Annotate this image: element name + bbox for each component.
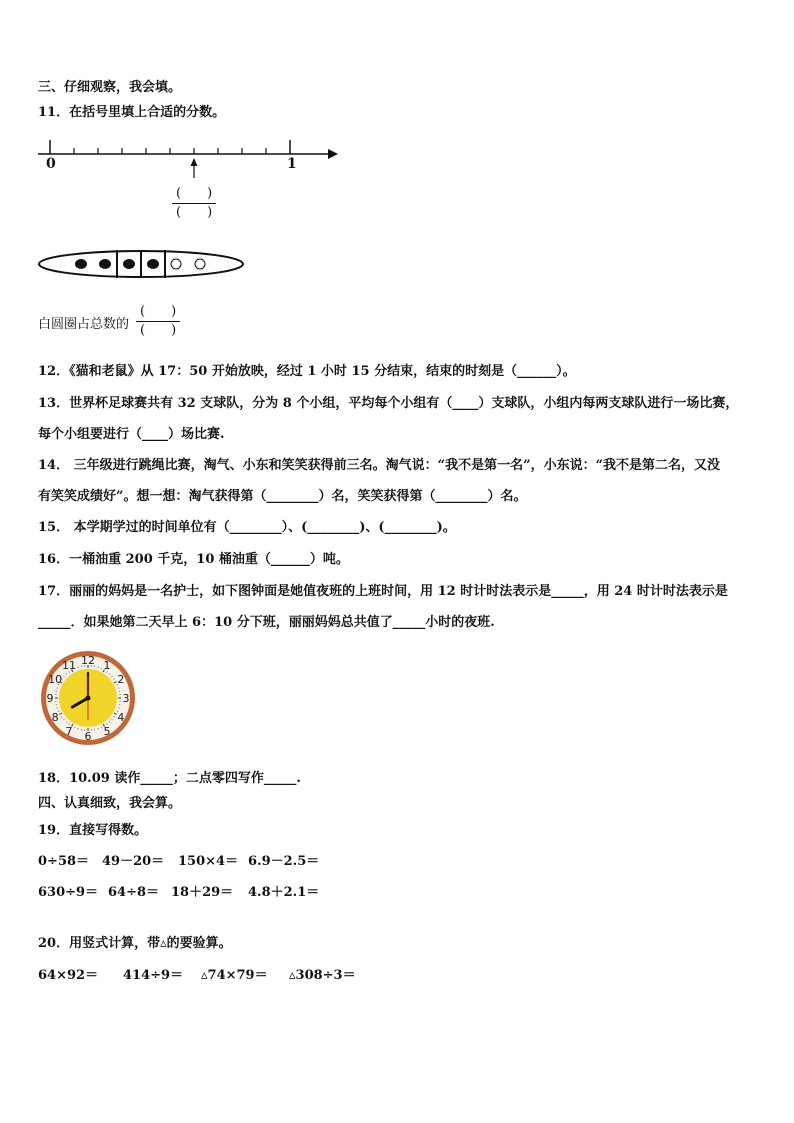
number-line-zero-label: 0 — [46, 156, 56, 172]
arrowhead-icon — [328, 149, 338, 159]
filled-circle — [99, 259, 111, 269]
calc-item: 6.9－2.5＝ — [248, 854, 320, 869]
white-circle-question: 白圆圈占总数的 — [38, 317, 130, 332]
question-20-text: 20．用竖式计算，带▵的要验算。 — [38, 936, 232, 951]
clock-number: 2 — [117, 673, 125, 686]
question-16-text: 16．一桶油重 200 千克，10 桶油重（______）吨。 — [38, 552, 349, 567]
clock-number: 12 — [81, 654, 95, 667]
question-13-line-2: 每个小组要进行（____）场比赛. — [38, 427, 225, 442]
clock-number: 1 — [103, 659, 111, 673]
arrow-fraction-blank — [172, 185, 216, 222]
calc-item: 18＋29＝ — [171, 885, 234, 900]
filled-circle — [147, 259, 159, 269]
white-circle — [171, 259, 181, 269]
question-15-text: 15． 本学期学过的时间单位有（________）、(________)、(________)。 — [38, 520, 456, 535]
calc-item: 4.8＋2.1＝ — [248, 885, 320, 900]
up-arrow-icon — [191, 158, 198, 166]
calc-item: 64÷8＝ — [108, 885, 160, 900]
question-19-text: 19．直接写得数。 — [38, 823, 148, 838]
clock-number: 7 — [65, 724, 73, 738]
clock-number: 5 — [103, 724, 111, 738]
calc-item: 49－20＝ — [102, 854, 165, 869]
fraction-numerator: ( ) — [172, 185, 216, 204]
clock-number: 11 — [62, 659, 76, 673]
vertical-calc-item: ▵308÷3＝ — [289, 968, 356, 983]
calc-item: 150×4＝ — [178, 854, 239, 869]
section-3-title: 三、仔细观察，我会填。 — [38, 80, 182, 95]
clock-number: 8 — [51, 711, 59, 724]
clock-number: 6 — [84, 730, 92, 743]
question-11-text: 11．在括号里填上合适的分数。 — [38, 105, 226, 120]
white-circle — [195, 259, 205, 269]
fraction-numerator: ( ) — [136, 303, 180, 322]
question-13-line-1: 13．世界杯足球赛共有 32 支球队，分为 8 个小组，平均每个小组有（____）支球队，小组内每两支球队进行一场比赛， — [38, 396, 739, 411]
question-14-line-1: 14． 三年级进行跳绳比赛，淘气、小东和笑笑获得前三名。淘气说：“我不是第一名”，小东说：“我不是第二名，又没 — [38, 458, 721, 473]
vertical-calc-item: 414÷9＝ — [123, 968, 184, 983]
question-12-text: 12．《猫和老鼠》从 17：50 开始放映，经过 1 小时 15 分结束，结束的时刻是（______）。 — [38, 364, 576, 379]
question-17-line-1: 17．丽丽的妈妈是一名护士，如下图钟面是她值夜班的上班时间，用 12 时计时法表示是_____，用 24 时计时法表示是 — [38, 584, 728, 599]
calc-item: 630÷9＝ — [38, 885, 99, 900]
calc-item: 0÷58＝ — [38, 854, 90, 869]
question-17-line-2: _____．如果她第二天早上 6：10 分下班，丽丽妈妈总共值了_____小时的夜班. — [38, 615, 495, 630]
clock-number: 10 — [48, 673, 63, 686]
section-4-title: 四、认真细致，我会算。 — [38, 796, 182, 811]
question-14-line-2: 有笑笑成绩好”。想一想：淘气获得第（________）名，笑笑获得第（________）名。 — [38, 489, 527, 504]
number-line — [34, 136, 354, 176]
clock-number: 9 — [46, 692, 54, 705]
vertical-calc-item: 64×92＝ — [38, 968, 99, 983]
number-line-one-label: 1 — [287, 156, 297, 172]
answer-fraction-blank — [136, 303, 180, 340]
clock-number: 4 — [117, 711, 125, 724]
fraction-denominator: ( ) — [176, 205, 213, 220]
fraction-denominator: ( ) — [140, 323, 177, 338]
clock-illustration — [38, 648, 138, 748]
clock-pivot — [86, 696, 91, 701]
vertical-calc-item: ▵74×79＝ — [201, 968, 268, 983]
filled-circle — [75, 259, 87, 269]
circle-group-diagram — [37, 248, 247, 280]
question-18-text: 18．10.09 读作_____；二点零四写作_____. — [38, 771, 301, 786]
filled-circle — [123, 259, 135, 269]
clock-number: 3 — [122, 692, 130, 705]
